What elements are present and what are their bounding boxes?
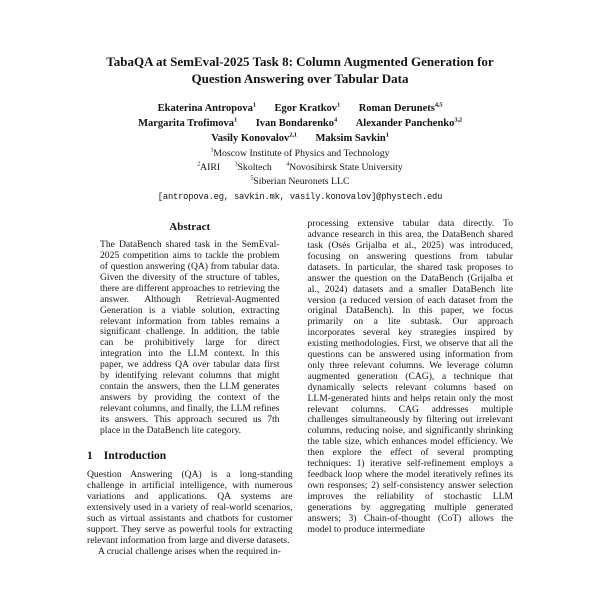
- author-line: [87, 131, 513, 146]
- author: [256, 118, 337, 129]
- section-heading-introduction: [87, 450, 293, 462]
- author-name: Egor Kratkov: [274, 102, 338, 114]
- author: [275, 103, 341, 114]
- author: [158, 103, 256, 114]
- intro-paragraph-2: A crucial challenge arises when the required in-: [98, 545, 282, 557]
- contact-email: [antropova.eg, savkin.mk, vasily.konovalov]@phystech.edu: [157, 192, 443, 203]
- affiliation-block: [87, 147, 513, 189]
- author: [356, 118, 462, 129]
- affiliation: [197, 162, 220, 173]
- affiliation-line: [87, 161, 513, 175]
- author: [359, 103, 443, 114]
- right-column: [308, 219, 514, 558]
- affiliation-marker: 3: [234, 162, 238, 169]
- affiliation-name: Skoltech: [237, 162, 272, 174]
- affiliation-line: [87, 175, 513, 189]
- author-name: Ekaterina Antropova: [157, 102, 253, 114]
- affiliation-name: AIRI: [200, 162, 221, 174]
- abstract-heading: Abstract: [169, 221, 211, 234]
- author: [211, 133, 297, 144]
- author-block: [87, 101, 513, 147]
- intro-paragraph-1: Question Answering (QA) is a long-standing challenge in artificial intelligence, with numerous variations and applications. QA systems are extensively used in a variety of real-world scenarios, such as virtual assistants and chatbots for customer support. They serve as powerful tools for extracting relevant information from large and diverse datasets.: [87, 469, 293, 546]
- author-affiliation-marker: 2,1: [289, 131, 297, 139]
- author-affiliation-marker: 4,5: [434, 101, 443, 109]
- affiliation-line: [87, 147, 513, 161]
- right-column-text: processing extensive tabular data directly. To advance research in this area, the DataBench shared task (Osés Grijalba et al., 2025) was introduced, focusing on answering questions from tabular datasets. In particular, the shared task proposes to answer the question on the DataBench (Grijalba et al., 2024) datasets and a smaller DataBench lite version (a reduced version of each dataset from the original DataBench). In this paper, we focus primarily on a lite subtask. Our approach incorporates several key strategies inspired by existing methodologies. First, we observe that all the questions can be answered using information from only three relevant columns. We leverage column augmented generation (CAG), a technique that dynamically selects relevant columns based on LLM-generated hints and helps retain only the most relevant columns. CAG addresses multiple challenges simultaneously by filtering out irrelevant columns, reducing noise, and significantly shrinking the table size, which enhances model efficiency. We then explore the effect of several prompting techniques: 1) iterative self-refinement employs a feedback loop where the model iteratively refines its own responses; 2) self-consistency answer selection improves the reliability of stochastic LLM generations by aggregating multiple generated answers; 3) Chain-of-thought (CoT) allows the model to produce intermediate: [307, 218, 513, 535]
- affiliation: [286, 162, 403, 173]
- affiliation-marker: 5: [250, 175, 254, 182]
- affiliation: [250, 176, 349, 187]
- left-column: [87, 219, 293, 558]
- affiliation: [210, 148, 389, 159]
- author-affiliation-marker: 1: [234, 116, 238, 124]
- author-affiliation-marker: 1: [385, 131, 389, 139]
- abstract-text: The DataBench shared task in the SemEval-2025 competition aims to tackle the problem of question answering (QA) from tabular data. Given the diversity of the structure of tables, there are different approaches to retrieving the answer. Although Retrieval-Augmented Generation is a viable solution, extracting relevant information from tables remains a significant challenge. In addition, the table can be prohibitively large for direct integration into the LLM context. In this paper, we address QA over tabular data first by identifying relevant columns that might contain the answers, then the LLM generates answers by providing the context of the relevant columns, and finally, the LLM refines its answers. This approach secured us 7th place in the DataBench lite category.: [100, 239, 280, 436]
- author-name: Maksim Savkin: [315, 133, 386, 145]
- author-line: [87, 116, 513, 131]
- author-affiliation-marker: 1: [252, 101, 256, 109]
- paper-title: TabaQA at SemEval-2025 Task 8: Column Augmented Generation for Question Answering over Tabular Data: [106, 54, 494, 86]
- section-number: 1: [87, 450, 93, 463]
- two-column-body: [87, 219, 513, 558]
- author-affiliation-marker: 3,2: [454, 116, 462, 124]
- author-name: Roman Derunets: [358, 102, 435, 114]
- affiliation-name: Moscow Institute of Physics and Technology: [213, 148, 390, 160]
- section-title: Introduction: [103, 450, 167, 463]
- author-name: Alexander Panchenko: [355, 118, 455, 129]
- affiliation-marker: 1: [210, 148, 214, 155]
- author-name: Vasily Konovalov: [211, 133, 290, 145]
- author: [315, 133, 388, 144]
- author: [138, 118, 237, 129]
- affiliation: [235, 162, 272, 173]
- affiliation-marker: 4: [286, 162, 290, 169]
- author-line: [87, 101, 513, 116]
- affiliation-name: Novosibirsk State University: [289, 162, 403, 174]
- author-affiliation-marker: 4: [334, 116, 338, 124]
- author-affiliation-marker: 1: [337, 101, 341, 109]
- affiliation-marker: 2: [197, 162, 201, 169]
- author-name: Ivan Bondarenko: [255, 118, 334, 129]
- author-name: Margarita Trofimova: [138, 118, 235, 129]
- affiliation-name: Siberian Neuronets LLC: [253, 176, 350, 188]
